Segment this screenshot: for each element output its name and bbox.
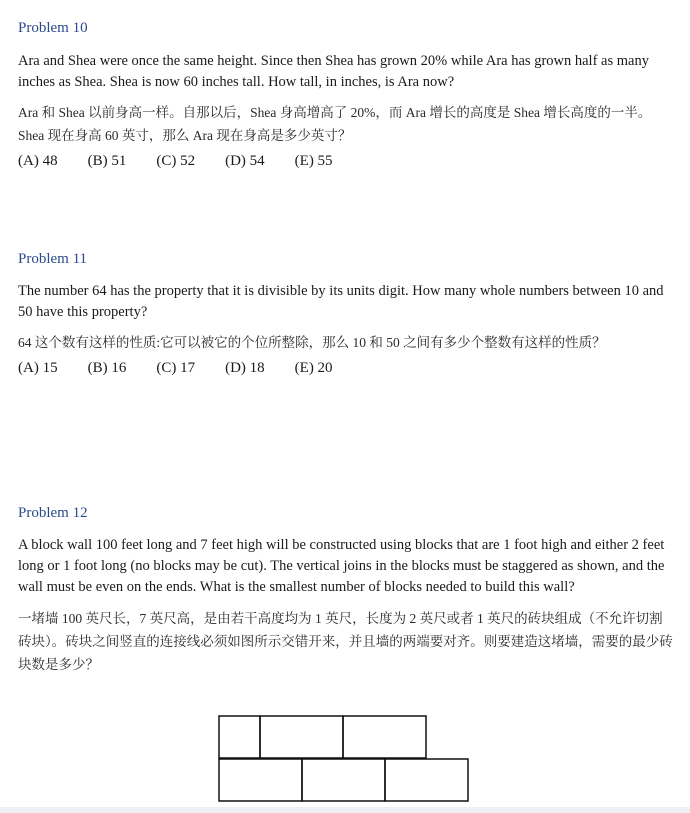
- choice-c: (C) 17: [156, 360, 196, 376]
- block: [302, 759, 385, 801]
- answer-choices: [18, 151, 673, 171]
- problem-text-chinese: 64 这个数有这样的性质:它可以被它的个位所整除，那么 10 和 50 之间有多少个整数有这样的性质？: [18, 335, 606, 350]
- choice-c: (C) 52: [156, 153, 196, 169]
- choice-b: (B) 51: [87, 153, 127, 169]
- block: [385, 759, 468, 801]
- block-wall-diagram: [218, 715, 470, 803]
- choice-a: (A) 15: [18, 360, 58, 376]
- problem-text-english: The number 64 has the property that it is divisible by its units digit. How many whole numbers between 10 and 50 have this property?: [18, 283, 664, 320]
- block: [260, 716, 343, 758]
- answer-choices: [18, 358, 673, 378]
- choice-d: (D) 18: [225, 360, 265, 376]
- choice-e: (E) 20: [294, 360, 333, 376]
- block: [219, 716, 260, 758]
- choice-a: (A) 48: [18, 153, 58, 169]
- block: [219, 759, 302, 801]
- problem-title: Problem 12: [18, 505, 88, 521]
- problem-text-chinese: 一堵墙 100 英尺长，7 英尺高，是由若干高度均为 1 英尺，长度为 2 英尺或者 1 英尺的砖块组成（不允许切割砖块）。砖块之间竖直的连接线必须如图所示交错开来，并且墙的两端要对齐。则要建造这堵墙，需要的最少砖块数是多少？: [18, 611, 673, 672]
- block: [343, 716, 426, 758]
- problem-10: [18, 18, 673, 171]
- problem-title: Problem 10: [18, 20, 88, 36]
- problem-text-english: Ara and Shea were once the same height. Since then Shea has grown 20% while Ara has grown half as many inches as Shea. Shea is now 60 inches tall. How tall, in inches, is Ara now?: [18, 53, 649, 90]
- choice-b: (B) 16: [87, 360, 127, 376]
- choice-e: (E) 55: [294, 153, 333, 169]
- problem-text-chinese: Ara 和 Shea 以前身高一样。自那以后，Shea 身高增高了 20%，而 Ara 增长的高度是 Shea 增长高度的一半。Shea 现在身高 60 英寸，那么 Ara 现在身高是多少英寸？: [18, 105, 652, 143]
- problem-title: Problem 11: [18, 251, 88, 267]
- problem-11: [18, 249, 673, 378]
- choice-d: (D) 54: [225, 153, 265, 169]
- problem-12: [18, 503, 673, 676]
- problem-text-english: A block wall 100 feet long and 7 feet high will be constructed using blocks that are 1 foot high and either 2 feet long or 1 foot long (no blocks may be cut). The vertical joins in the blocks must be staggered as shown, and the wall must be even on the ends. What is the smallest number of blocks needed to build this wall?: [18, 537, 665, 595]
- page-bottom-edge: [0, 807, 690, 813]
